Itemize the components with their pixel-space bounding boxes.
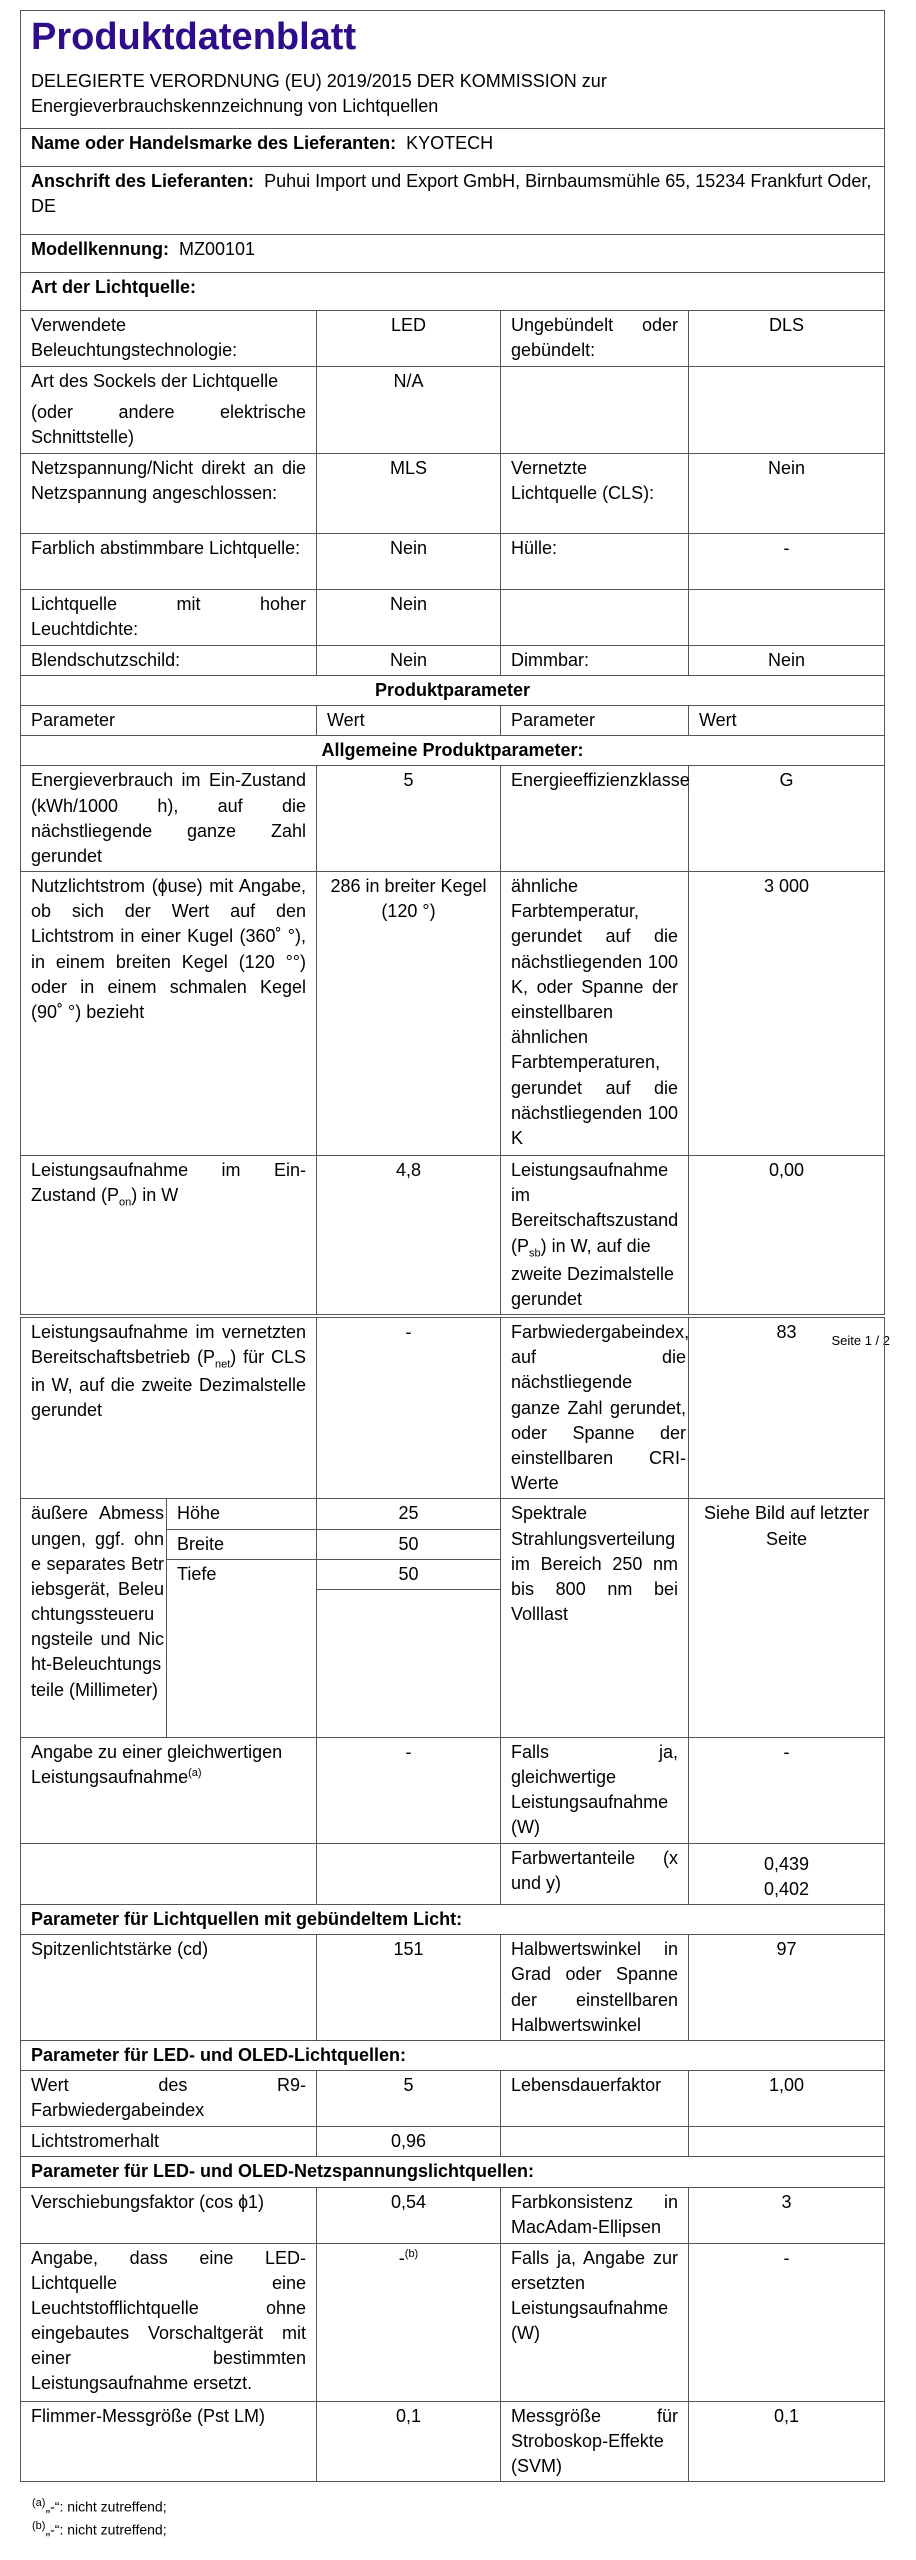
footnote-ref-a: (a) bbox=[188, 1767, 202, 1780]
cri-label: Farbwiedergabeindex, auf die nächstliegende ganze Zahl gerundet, oder Spanne der einstellbaren CRI-Werte bbox=[501, 1318, 689, 1499]
cap-type-label-line2: (oder andere elektrische Schnittstelle) bbox=[31, 402, 306, 448]
model-label: Modellkennung: bbox=[31, 239, 169, 259]
luminous-flux-value: 286 in breiter Kegel (120 °) bbox=[317, 872, 501, 1156]
high-luminance-value: Nein bbox=[317, 589, 501, 645]
mains-label: Netzspannung/Nicht direkt an die Netzspannung angeschlossen: bbox=[21, 453, 317, 533]
empty-cell bbox=[317, 1589, 501, 1737]
replacement-claim-value bbox=[317, 2243, 501, 2401]
macadam-value: 3 bbox=[689, 2187, 885, 2243]
on-mode-power-label bbox=[21, 1156, 317, 1315]
equivalent-power-yes-value: - bbox=[689, 1737, 885, 1843]
col-header-param: Parameter bbox=[501, 705, 689, 735]
dimmable-label: Dimmbar: bbox=[501, 645, 689, 675]
replacement-claim-label: Angabe, dass eine LED-Lichtquelle eine Leuchtstofflichtquelle ohne eingebautes Vorschaltgerät mit einer bestimmten Leistungsaufnahme ersetzt. bbox=[21, 2243, 317, 2401]
footnote-b-text: „-“: nicht zutreffend; bbox=[45, 2521, 167, 2538]
standby-power-subscript: sb bbox=[529, 1247, 541, 1260]
lumen-maintenance-label: Lichtstromerhalt bbox=[21, 2127, 317, 2157]
empty-cell bbox=[689, 2127, 885, 2157]
cct-value: 3 000 bbox=[689, 872, 885, 1156]
replacement-power-label: Falls ja, Angabe zur ersetzten Leistungsaufnahme (W) bbox=[501, 2243, 689, 2401]
energy-class-label: Energieeffizienzklasse bbox=[501, 766, 689, 872]
supplier-name-label: Name oder Handelsmarke des Lieferanten: bbox=[31, 133, 397, 153]
chromaticity-label: Farbwertanteile (x und y) bbox=[501, 1843, 689, 1904]
spectral-distribution-label: Spektrale Strahlungsverteilung im Bereich 250 nm bis 800 nm bei Volllast bbox=[501, 1499, 689, 1738]
r9-value: 5 bbox=[317, 2071, 501, 2127]
footnotes bbox=[32, 2495, 167, 2541]
supplier-address-label: Anschrift des Lieferanten: bbox=[31, 171, 255, 191]
energy-consumption-value: 5 bbox=[317, 766, 501, 872]
product-params-heading: Produktparameter bbox=[21, 675, 885, 705]
page-title: Produktdatenblatt bbox=[31, 16, 357, 58]
anti-glare-value: Nein bbox=[317, 645, 501, 675]
standby-power-value: 0,00 bbox=[689, 1156, 885, 1315]
cap-type-label-line1: Art des Sockels der Lichtquelle bbox=[31, 371, 279, 391]
equivalent-power-yes-label: Falls ja, gleichwertige Leistungsaufnahme (W) bbox=[501, 1737, 689, 1843]
envelope-value: - bbox=[689, 533, 885, 589]
anti-glare-label: Blendschutzschild: bbox=[21, 645, 317, 675]
dim-width-value: 50 bbox=[317, 1529, 501, 1559]
networked-standby-value: - bbox=[317, 1318, 501, 1499]
beam-angle-label: Halbwertswinkel in Grad oder Spanne der einstellbaren Halbwertswinkel bbox=[501, 1935, 689, 2041]
technology-label: Verwendete Beleuchtungstechnologie: bbox=[21, 311, 317, 367]
supplier-address-value: Puhui Import und Export GmbH, Birnbaumsmühle 65, 15234 Frankfurt Oder, DE bbox=[31, 171, 872, 217]
col-header-value: Wert bbox=[317, 705, 501, 735]
empty-cell bbox=[501, 2127, 689, 2157]
standby-power-label bbox=[501, 1156, 689, 1315]
footnote-a bbox=[32, 2495, 167, 2518]
energy-consumption-label: Energieverbrauch im Ein-Zustand (kWh/1000 h), auf die nächstliegende ganze Zahl gerundet bbox=[21, 766, 317, 872]
supplier-name-value: KYOTECH bbox=[406, 133, 494, 153]
footnote-b bbox=[32, 2518, 167, 2541]
standby-power-text-b: ) in W, auf die zweite Dezimalstelle gerundet bbox=[511, 1235, 675, 1309]
networked-standby-subscript: net bbox=[214, 1358, 231, 1371]
model-value: MZ00101 bbox=[179, 239, 256, 259]
on-mode-power-subscript: on bbox=[119, 1196, 132, 1209]
beam-angle-value: 97 bbox=[689, 1935, 885, 2041]
footnote-a-text: „-“: nicht zutreffend; bbox=[45, 2498, 167, 2515]
stroboscopic-value: 0,1 bbox=[689, 2401, 885, 2482]
spectral-distribution-value: Siehe Bild auf letzter Seite bbox=[689, 1499, 885, 1738]
networked-standby-text-b: ) für CLS in W, auf die zweite Dezimalstelle gerundet bbox=[31, 1347, 307, 1421]
general-params-heading: Allgemeine Produktparameter: bbox=[21, 736, 885, 766]
luminous-flux-label: Nutzlichtstrom (ɸuse) mit Angabe, ob sich der Wert auf den Lichtstrom in einer Kugel (360˚ °), in einem breiten Kegel (120 °°) oder in einem schmalen Kegel (90˚ °) bezieht bbox=[21, 872, 317, 1156]
flicker-value: 0,1 bbox=[317, 2401, 501, 2482]
dim-depth-value: 50 bbox=[317, 1559, 501, 1589]
technology-value: LED bbox=[317, 311, 501, 367]
supplier-address-row bbox=[21, 167, 885, 235]
col-header-param: Parameter bbox=[21, 705, 317, 735]
dimensions-label: äußere Abmessungen, ggf. ohne separates Betriebsgerät, Beleuchtungssteuerungsteile und Nicht-Beleuchtungsteile (Millimeter) bbox=[21, 1499, 167, 1738]
on-mode-power-text-a: Leistungsaufnahme im Ein-Zustand (P bbox=[31, 1160, 306, 1206]
lumen-maintenance-value: 0,96 bbox=[317, 2127, 501, 2157]
directional-params-heading: Parameter für Lichtquellen mit gebündeltem Licht: bbox=[21, 1905, 885, 1935]
standby-power-text-a: Leistungsaufnahme im Bereitschaftszustand (P bbox=[511, 1160, 679, 1256]
dim-width-label: Breite bbox=[167, 1529, 317, 1559]
empty-cell bbox=[21, 1843, 317, 1904]
footnote-a-mark: (a) bbox=[32, 2497, 46, 2509]
empty-cell bbox=[689, 367, 885, 454]
col-header-value: Wert bbox=[689, 705, 885, 735]
networked-standby-text-a: Leistungsaufnahme im vernetzten Bereitschaftsbetrieb (P bbox=[31, 1322, 307, 1368]
cls-value: Nein bbox=[689, 453, 885, 533]
on-mode-power-text-b: ) in W bbox=[131, 1185, 179, 1206]
empty-cell bbox=[317, 1843, 501, 1904]
power-factor-label: Verschiebungsfaktor (cos ɸ1) bbox=[21, 2187, 317, 2243]
led-params-heading: Parameter für LED- und OLED-Lichtquellen: bbox=[21, 2040, 885, 2070]
replacement-power-value: - bbox=[689, 2243, 885, 2401]
peak-intensity-label: Spitzenlichtstärke (cd) bbox=[21, 1935, 317, 2041]
product-data-sheet-page-2 bbox=[20, 1317, 885, 2482]
stroboscopic-label: Messgröße für Stroboskop-Effekte (SVM) bbox=[501, 2401, 689, 2482]
on-mode-power-value: 4,8 bbox=[317, 1156, 501, 1315]
energy-class-value: G bbox=[689, 766, 885, 872]
mains-led-params-heading: Parameter für LED- und OLED-Netzspannungslichtquellen: bbox=[21, 2157, 885, 2187]
flicker-label: Flimmer-Messgröße (Pst LM) bbox=[21, 2401, 317, 2482]
product-data-sheet-page-1 bbox=[20, 10, 885, 1315]
dim-depth-label: Tiefe bbox=[167, 1559, 317, 1589]
dim-spacer bbox=[167, 1589, 317, 1737]
power-factor-value: 0,54 bbox=[317, 2187, 501, 2243]
replacement-claim-dash: - bbox=[398, 2247, 405, 2268]
equivalent-power-value: - bbox=[317, 1737, 501, 1843]
light-source-heading: Art der Lichtquelle: bbox=[21, 273, 885, 311]
empty-cell bbox=[501, 367, 689, 454]
supplier-name-row bbox=[21, 129, 885, 167]
r9-label: Wert des R9-Farbwiedergabeindex bbox=[21, 2071, 317, 2127]
equivalent-power-label bbox=[21, 1737, 317, 1843]
cls-label: Vernetzte Lichtquelle (CLS): bbox=[501, 453, 689, 533]
dim-height-label: Höhe bbox=[167, 1499, 317, 1529]
empty-cell bbox=[501, 589, 689, 645]
networked-standby-label bbox=[21, 1318, 317, 1499]
page-number: Seite 1 / 2 bbox=[831, 1333, 890, 1348]
survival-factor-label: Lebensdauerfaktor bbox=[501, 2071, 689, 2127]
cap-type-label bbox=[21, 367, 317, 454]
chromaticity-y: 0,402 bbox=[763, 1878, 810, 1899]
survival-factor-value: 1,00 bbox=[689, 2071, 885, 2127]
mains-value: MLS bbox=[317, 453, 501, 533]
tunable-value: Nein bbox=[317, 533, 501, 589]
model-row bbox=[21, 235, 885, 273]
footnote-ref-b: (b) bbox=[404, 2247, 419, 2260]
directional-value: DLS bbox=[689, 311, 885, 367]
equivalent-power-text: Angabe zu einer gleichwertigen Leistungsaufnahme bbox=[31, 1741, 283, 1788]
peak-intensity-value: 151 bbox=[317, 1935, 501, 2041]
directional-label: Ungebündelt oder gebündelt: bbox=[501, 311, 689, 367]
footnote-b-mark: (b) bbox=[32, 2520, 46, 2533]
envelope-label: Hülle: bbox=[501, 533, 689, 589]
high-luminance-label: Lichtquelle mit hoher Leuchtdichte: bbox=[21, 589, 317, 645]
chromaticity-x: 0,439 bbox=[763, 1853, 810, 1874]
cap-type-value: N/A bbox=[317, 367, 501, 454]
empty-cell bbox=[689, 589, 885, 645]
regulation-text: DELEGIERTE VERORDNUNG (EU) 2019/2015 DER KOMMISSION zur Energieverbrauchskennzeichnung von Lichtquellen bbox=[31, 70, 607, 116]
chromaticity-value bbox=[689, 1843, 885, 1904]
cct-label: ähnliche Farbtemperatur, gerundet auf die nächstliegenden 100 K, oder Spanne der einstellbaren ähnlichen Farbtemperaturen, gerundet auf die nächstliegenden 100 K bbox=[501, 872, 689, 1156]
dimmable-value: Nein bbox=[689, 645, 885, 675]
header-cell bbox=[21, 11, 885, 129]
macadam-label: Farbkonsistenz in MacAdam-Ellipsen bbox=[501, 2187, 689, 2243]
tunable-label: Farblich abstimmbare Lichtquelle: bbox=[21, 533, 317, 589]
dim-height-value: 25 bbox=[317, 1499, 501, 1529]
cri-value: 83 bbox=[689, 1318, 885, 1499]
